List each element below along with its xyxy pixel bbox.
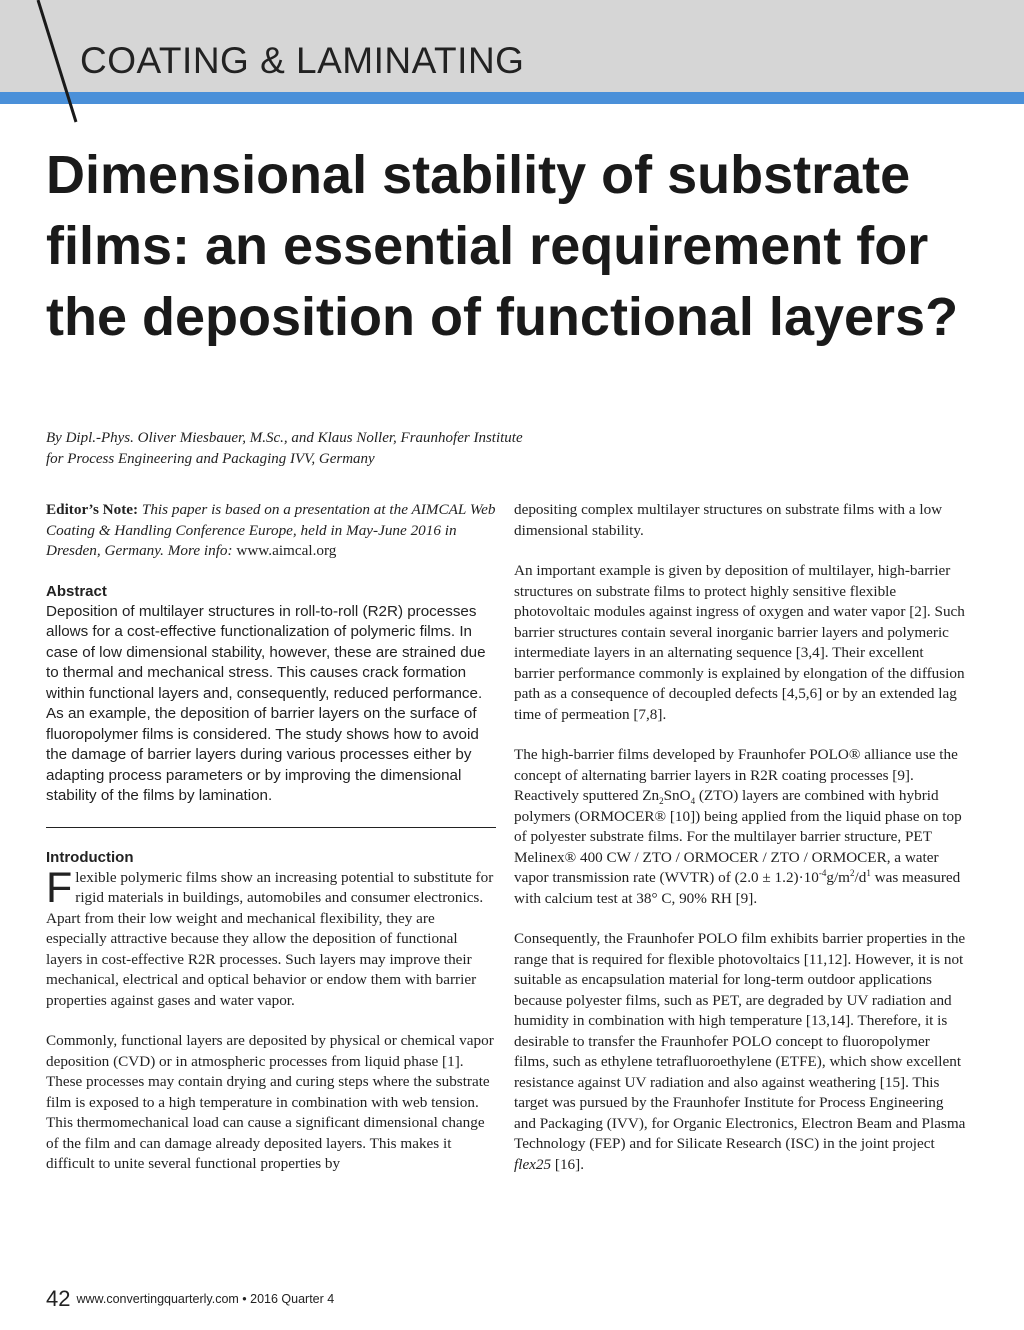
section-label: COATING & LAMINATING [80, 40, 525, 81]
header-accent-stripe [0, 92, 1024, 104]
byline [46, 428, 646, 470]
body-paragraph-1: depositing complex multilayer structures on substrate films with a low dimensional stability. [514, 501, 943, 539]
p3-superscript-2: 2 [849, 867, 855, 878]
introduction-paragraph-1-text: lexible polymeric films show an increasing potential to substitute for rigid materials in buildings, automobiles and consumer electronics. Apart from their low weight and mechanical flexibility, they are especially attractive because they allow the deposition of functional layers in cost-effective R2R processes. Such layers may improve their mechanical, electrical and optical behavior or endow them with barrier properties against gases and water vapor. [46, 868, 494, 1009]
left-column [46, 500, 496, 1175]
introduction-heading: Introduction [46, 848, 134, 866]
p3-text-e: g/m [826, 869, 850, 886]
p3-text-g: was measured with calcium test at 38° C, 90% RH [9]. [514, 869, 961, 907]
page-number: 42 [46, 1286, 71, 1311]
body-paragraph-2: An important example is given by deposition of multilayer, high-barrier structures on substrate films to protect highly sensitive flexible photovoltaic modules against ingress of oxygen and water vapor [2]. Such barrier structures contain several inorganic barrier layers and polymeric intermediate layers in an alternating sequence [3,4]. Their excellent barrier performance commonly is explained by elongation of the diffusion path as a consequence of decoupled defects [4,5,6] or by an extended lag time of permeation [7,8]. [514, 562, 965, 723]
body-paragraph-3 [514, 745, 966, 909]
introduction-paragraph-1 [46, 863, 496, 1012]
abstract-heading: Abstract [46, 582, 107, 600]
p3-subscript-1: 2 [659, 796, 664, 807]
body-paragraph-4 [514, 929, 966, 1175]
editors-note-label: Editor’s Note: [46, 501, 139, 518]
article-title: Dimensional stability of substrate films: an essential requirement for the deposition of functional layers? [46, 145, 959, 347]
footer-text: www.convertingquarterly.com • 2016 Quarter 4 [76, 1292, 335, 1306]
p4-text-b: [16]. [551, 1155, 585, 1173]
header-slash-decoration [0, 0, 90, 130]
editors-note [46, 500, 496, 562]
p3-registered-mark: ® [564, 848, 577, 866]
p4-project-name: flex25 [514, 1155, 552, 1173]
editors-note-text: This paper is based on a presentation at the AIMCAL Web Coating & Handling Conference Europe, held in May-June 2016 in Dresden, Germany. More info: [46, 501, 496, 559]
introduction-paragraph-2: Commonly, functional layers are deposited by physical or chemical vapor deposition (CVD) or in atmospheric processes from liquid phase [1]. These processes may contain drying and curing steps where the substrate film is exposed to a high temperature in combination with web tension. This thermomechanical load can cause a significant dimensional change of the film and can damage already deposited layers. This makes it difficult to unite several functional properties by [46, 1032, 494, 1172]
p3-superscript-3: 1 [866, 867, 871, 878]
p3-text-a: The high-barrier films developed by Fraunhofer POLO® alliance use the concept of alternating barrier layers in R2R coating processes [9]. Reactively sputtered Zn [514, 746, 958, 804]
p4-text-a: Consequently, the Fraunhofer POLO film exhibits barrier properties in the range that is required for flexible photovoltaics [11,12]. However, it is not suitable as encapsulation material for long-term outdoor applications because polyester films, such as PET, are degraded by UV radiation and humidity in combination with high temperature [13,14]. Therefore, it is desirable to transfer the Fraunhofer POLO concept to fluoropolymer films, such as ethylene tetrafluoroethylene (ETFE), which show excellent resistance against UV radiation and also against weathering [15]. This target was pursued by the Fraunhofer Institute for Process Engineering and Packaging (IVV), for Organic Electronics, Electron Beam and Plasma Technology (FEP) and for Silicate Research (ISC) in the joint project [514, 930, 966, 1152]
p3-text-b: SnO [663, 787, 691, 804]
p3-superscript-1: -4 [818, 867, 827, 878]
byline-line-2: for Process Engineering and Packaging IVV, Germany [46, 451, 375, 467]
editors-note-url: www.aimcal.org [232, 542, 337, 559]
p3-subscript-2: 4 [690, 796, 696, 807]
page-footer [46, 1286, 334, 1312]
drop-cap: F [46, 863, 73, 912]
right-column [514, 500, 966, 1175]
abstract-text: Deposition of multilayer structures in roll-to-roll (R2R) processes allows for a cost-effective functionalization of polymeric films. In case of low dimensional stability, however, these are strained due to thermal and mechanical stress. This causes crack formation within functional layers and, consequently, reduced performance. As an example, the deposition of barrier layers on the surface of fluoropolymer films is considered. The study shows how to avoid the damage of barrier layers during various processes either by adapting process parameters or by improving the dimensional stability of the films by lamination. [46, 602, 486, 804]
p3-text-d: 400 CW / ZTO / ORMOCER / ZTO / ORMOCER, a water vapor transmission rate (WVTR) of (2.0 ± 1.2)·10 [514, 848, 939, 886]
p3-text-c: (ZTO) layers are combined with hybrid polymers (ORMOCER® [10]) being applied from the liquid phase on top of polyester substrate films. For the multilayer barrier structure, PET Melinex [514, 787, 962, 866]
p3-text-f: /d [854, 869, 867, 886]
section-divider [46, 827, 496, 828]
byline-line-1: By Dipl.-Phys. Oliver Miesbauer, M.Sc., and Klaus Noller, Fraunhofer Institute [46, 430, 523, 446]
